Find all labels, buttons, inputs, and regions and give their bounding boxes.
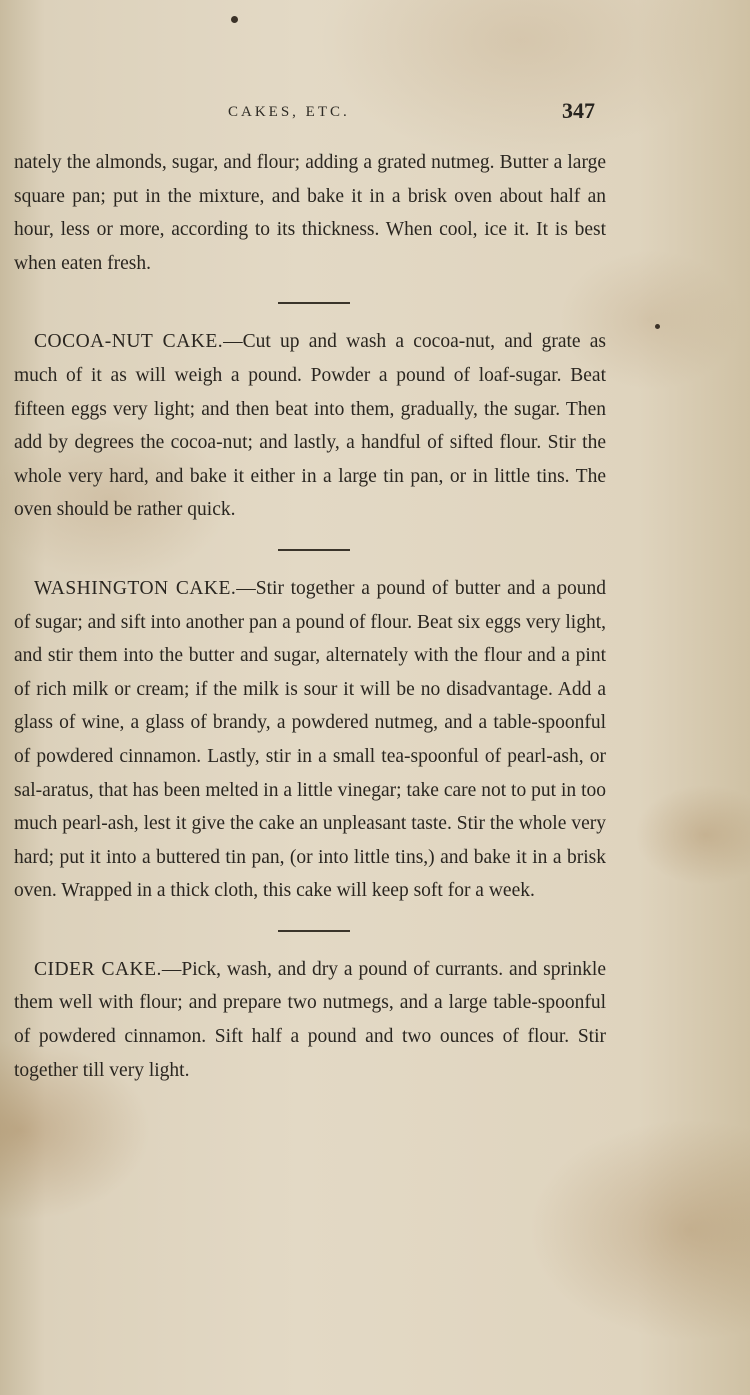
recipe-title: COCOA-NUT CAKE. [34,331,224,353]
recipe-cocoa-nut-cake [14,325,606,527]
recipe-washington-cake [14,572,606,908]
continuation-paragraph: nately the almonds, sugar, and flour; adding a grated nutmeg. Butter a large square pan; put in the mixture, and bake it in a brisk oven about half an hour, less or more, according to its thickness. When cool, ice it. It is best when eaten fresh. [14,152,606,274]
running-head: CAKES, ETC. [228,104,350,120]
recipe-title: WASHINGTON CAKE. [34,577,237,599]
section-divider [278,302,350,304]
recipe-cider-cake [14,953,606,1087]
ink-spot [231,16,238,23]
recipe-body: —Pick, wash, and dry a pound of currants. and sprinkle them well with flour; and prepare two nutmegs, and a large table-spoonful of powdered cinnamon. Sift half a pound and two ounces of flour. Stir together till very light. [14,958,606,1081]
recipe-body: —Cut up and wash a cocoa-nut, and grate as much of it as will weigh a pound. Powder a pound of loaf-sugar. Beat fifteen eggs very light; and then beat into them, gradually, the sugar. Then add by degrees the cocoa-nut; and lastly, a handful of sifted flour. Stir the whole very hard, and bake it either in a large tin pan, or in little tins. The oven should be rather quick. [14,331,607,521]
section-divider [278,930,350,932]
page-number: 347 [562,98,595,123]
page-body [14,146,606,1087]
recipe-body: —Stir together a pound of butter and a pound of sugar; and sift into another pan a pound of flour. Beat six eggs very light, and stir them into the butter and sugar, alternately with the flour and a pint of rich milk or cream; if the milk is sour it will be no disadvantage. Add a glass of wine, a glass of brandy, a powdered nutmeg, and a table-spoonful of powdered cinnamon. Lastly, stir in a small tea-spoonful of pearl-ash, or sal-aratus, that has been melted in a little vinegar; take care not to put in too much pearl-ash, lest it give the cake an unpleasant taste. Stir the whole very hard; put it into a buttered tin pan, (or into little tins,) and bake it in a brisk oven. Wrapped in a thick cloth, this cake will keep soft for a week. [14,577,606,902]
ink-spot [655,324,660,329]
page-header [0,98,750,128]
recipe-title: CIDER CAKE. [34,958,162,980]
section-divider [278,549,350,551]
